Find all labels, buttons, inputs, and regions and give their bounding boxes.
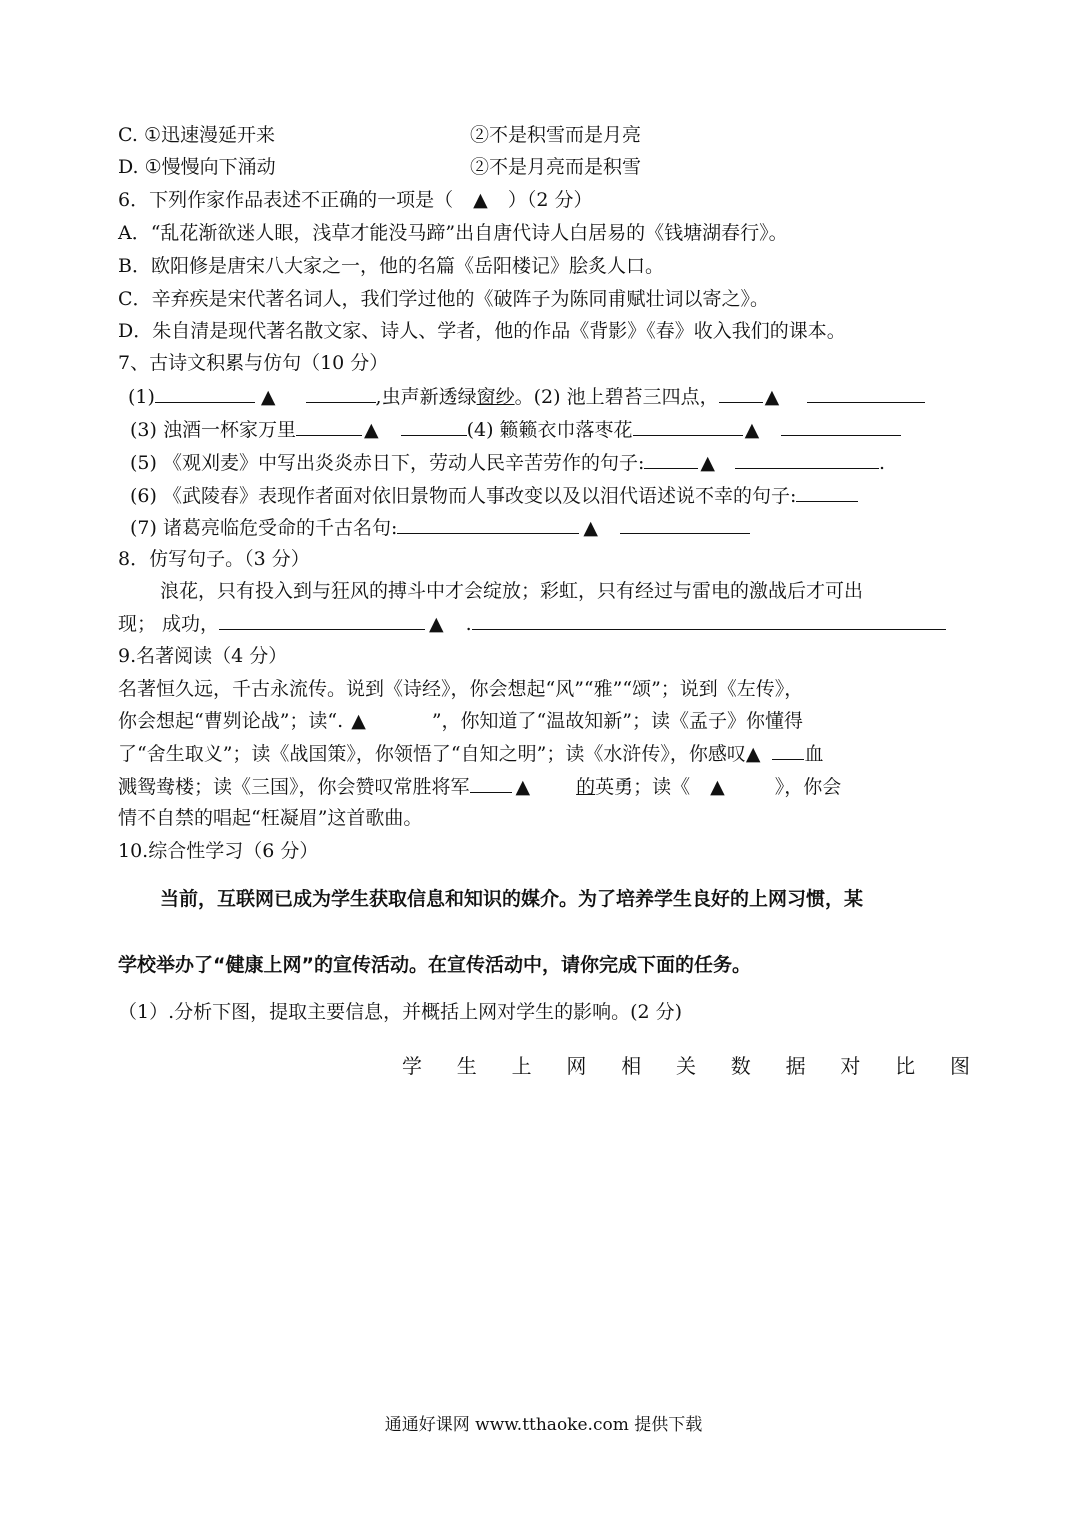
q8-body2-end: . — [465, 613, 472, 635]
q9-para3-b: 血 — [804, 743, 824, 765]
chart-title-char: 数 — [730, 1054, 751, 1078]
q9-para2-a: 你会想起“曹刿论战”；读“. — [118, 710, 344, 732]
chart-title-char: 相 — [621, 1054, 642, 1078]
q9-para-4 — [118, 774, 841, 799]
answer-triangle-icon: ▲ — [351, 710, 366, 732]
answer-blank[interactable] — [472, 611, 946, 630]
q5-option-c — [118, 123, 275, 147]
answer-blank[interactable] — [296, 417, 362, 436]
q6-stem — [118, 188, 592, 212]
q6-stem-a: 6．下列作家作品表述不正确的一项是（ — [118, 189, 454, 211]
chart-title-char: 比 — [895, 1054, 916, 1078]
answer-blank[interactable] — [781, 417, 901, 436]
q7-line-2 — [130, 417, 901, 442]
q6-stem-b: ）（2 分） — [507, 189, 593, 211]
q9-para4-underlined: 的 — [576, 776, 596, 798]
chart-title-char: 生 — [456, 1054, 477, 1078]
q7-line2-text: (3) 浊酒一杯家万里 — [130, 419, 296, 441]
q7-line1-text2: 。(2) 池上碧苔三四点， — [514, 386, 719, 408]
q9-para-3 — [118, 741, 824, 766]
q9-para-1: 名著恒久远，千古永流传。说到《诗经》，你会想起“风”“雅”“颂”；说到《左传》， — [118, 678, 804, 700]
q7-line-4 — [130, 483, 858, 508]
answer-blank[interactable] — [219, 611, 425, 630]
q7-line2-text2: (4) 籁籁衣巾落枣花 — [466, 419, 633, 441]
q6-option-a: A．“乱花渐欲迷人眼，浅草才能没马蹄”出自唐代诗人白居易的《钱塘湖春行》。 — [118, 222, 788, 244]
answer-blank[interactable] — [735, 450, 879, 469]
chart-title-char: 据 — [785, 1054, 806, 1078]
q9-para4-a: 溅鸳鸯楼；读《三国》，你会赞叹常胜将军 — [118, 776, 470, 798]
answer-triangle-icon: ▲ — [583, 517, 598, 539]
q10-task-1: （1）.分析下图，提取主要信息，并概括上网对学生的影响。(2 分) — [118, 1001, 683, 1023]
q8-title: 8．仿写句子。（3 分） — [118, 548, 310, 570]
answer-blank[interactable] — [719, 384, 763, 403]
answer-triangle-icon: ▲ — [764, 386, 780, 408]
q7-line-5 — [130, 515, 750, 540]
chart-title-char: 网 — [566, 1054, 587, 1078]
chart-title-char: 对 — [840, 1054, 861, 1078]
q7-line-3 — [130, 450, 885, 475]
q10-title: 10.综合性学习（6 分） — [118, 840, 319, 862]
q7-line5-text: (7) 诸葛亮临危受命的千古名句: — [130, 517, 398, 539]
q5-option-c-text: C. ①迅速漫延开来 — [118, 124, 275, 146]
q10-intro-1: 当前，互联网已成为学生获取信息和知识的媒介。为了培养学生良好的上网习惯，某 — [160, 888, 864, 910]
q5-option-d-part2: ②不是月亮而是积雪 — [470, 156, 642, 178]
q9-para3-a: 了“舍生取义”；读《战国策》，你领悟了“自知之明”；读《水浒传》，你感叹 — [118, 743, 746, 765]
q7-line3-end: . — [878, 452, 886, 474]
answer-triangle-icon: ▲ — [515, 776, 531, 798]
answer-triangle-icon: ▲ — [745, 743, 761, 765]
q8-body2-text: 现； 成功， — [118, 613, 220, 635]
q7-line4-text: (6) 《武陵春》表现作者面对依旧景物而人事改变以及以泪代语述说不幸的句子: — [130, 485, 797, 507]
q7-line-1 — [128, 384, 925, 409]
q10-intro-2: 学校举办了“健康上网”的宣传活动。在宣传活动中，请你完成下面的任务。 — [118, 954, 751, 976]
answer-blank[interactable] — [155, 384, 255, 403]
answer-blank[interactable] — [796, 483, 858, 502]
q7-line1-num: (1) — [128, 386, 155, 408]
q8-body-2 — [118, 611, 946, 636]
q9-para2-b: ”，你知道了“温故知新”；读《孟子》你懂得 — [431, 710, 803, 732]
q7-line1-text: ,虫声新透绿 — [375, 386, 477, 408]
q6-option-c: C．辛弃疾是宋代著名词人，我们学过他的《破阵子为陈同甫赋壮词以寄之》。 — [118, 288, 770, 310]
answer-blank[interactable] — [401, 417, 467, 436]
q5-option-c-part2: ②不是积雪而是月亮 — [470, 124, 642, 146]
answer-triangle-icon: ▲ — [429, 613, 444, 635]
answer-blank[interactable] — [644, 450, 698, 469]
answer-blank[interactable] — [772, 741, 804, 760]
chart-title — [402, 1050, 970, 1079]
q9-para-2 — [118, 709, 803, 733]
answer-blank[interactable] — [470, 774, 512, 793]
answer-blank[interactable] — [807, 384, 925, 403]
answer-blank[interactable] — [620, 515, 750, 534]
answer-triangle-icon: ▲ — [363, 419, 379, 441]
q9-para4-c: 英勇；读《 — [595, 776, 691, 798]
answer-triangle-icon: ▲ — [744, 419, 760, 441]
q6-option-b: B．欧阳修是唐宋八大家之一，他的名篇《岳阳楼记》脍炙人口。 — [118, 255, 664, 277]
answer-triangle-icon: ▲ — [710, 776, 725, 798]
chart-title-char: 学 — [402, 1054, 422, 1078]
answer-triangle-icon: ▲ — [260, 386, 276, 408]
q8-body-1: 浪花，只有投入到与狂风的搏斗中才会绽放；彩虹，只有经过与雷电的激战后才可出 — [160, 580, 864, 602]
q5-option-d: D. ①慢慢向下涌动 — [118, 156, 276, 178]
q6-option-d: D．朱自清是现代著名散文家、诗人、学者，他的作品《背影》《春》收入我们的课本。 — [118, 320, 846, 342]
q9-para4-d: 》，你会 — [774, 776, 842, 798]
page-footer: 通通好课网 www.tthaoke.com 提供下载 — [384, 1415, 703, 1435]
answer-triangle-icon: ▲ — [700, 452, 715, 474]
answer-triangle-icon: ▲ — [473, 189, 488, 211]
answer-blank[interactable] — [633, 417, 743, 436]
q7-line3-text: (5) 《观刈麦》中写出炎炎赤日下，劳动人民辛苦劳作的句子: — [130, 452, 645, 474]
chart-title-char: 图 — [949, 1054, 970, 1078]
chart-title-char: 上 — [511, 1054, 532, 1078]
chart-title-char: 关 — [675, 1054, 696, 1078]
q7-title: 7、古诗文积累与仿句（10 分） — [118, 352, 389, 374]
answer-blank[interactable] — [306, 384, 376, 403]
q9-title: 9.名著阅读（4 分） — [118, 645, 288, 667]
q7-line1-underlined: 窗纱 — [476, 386, 515, 408]
answer-blank[interactable] — [397, 515, 579, 534]
q9-para-5: 情不自禁的唱起“枉凝眉”这首歌曲。 — [118, 807, 423, 829]
